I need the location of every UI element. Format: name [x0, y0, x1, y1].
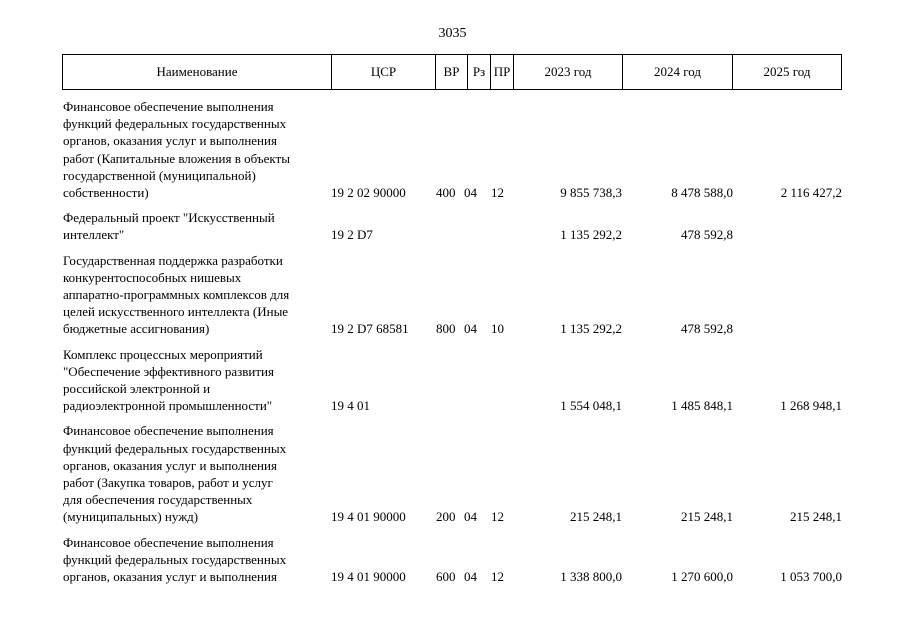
row-vr: 400 [436, 185, 456, 201]
column-header-2024: 2024 год [623, 55, 733, 89]
table-row [0, 98, 905, 201]
row-pr: 12 [491, 569, 504, 585]
row-value-2025: 215 248,1 [790, 509, 842, 525]
row-name: Комплекс процессных мероприятий "Обеспечение эффективного развития российской электронной и радиоэлектронной промышленности" [63, 346, 274, 414]
row-value-2023: 1 135 292,2 [560, 227, 622, 243]
row-value-2025: 1 268 948,1 [780, 398, 842, 414]
column-header-2023: 2023 год [514, 55, 623, 89]
table-row [0, 422, 905, 525]
row-csr: 19 4 01 90000 [331, 569, 406, 585]
row-csr: 19 2 02 90000 [331, 185, 406, 201]
table-row [0, 346, 905, 415]
row-csr: 19 2 D7 [331, 227, 373, 243]
table-header [62, 54, 842, 90]
row-csr: 19 2 D7 68581 [331, 321, 409, 337]
row-rz: 04 [464, 569, 477, 585]
column-header-rz: Рз [468, 55, 491, 89]
row-value-2024: 478 592,8 [681, 321, 733, 337]
row-value-2023: 1 338 800,0 [560, 569, 622, 585]
row-value-2023: 9 855 738,3 [560, 185, 622, 201]
column-header-csr: ЦСР [332, 55, 436, 89]
row-value-2023: 1 135 292,2 [560, 321, 622, 337]
page-number: 3035 [438, 26, 467, 41]
row-value-2025: 2 116 427,2 [780, 185, 842, 201]
row-vr: 800 [436, 321, 456, 337]
column-header-name: Наименование [63, 55, 332, 89]
column-header-2025: 2025 год [763, 64, 811, 79]
row-rz: 04 [464, 321, 477, 337]
row-value-2023: 215 248,1 [570, 509, 622, 525]
row-csr: 19 4 01 90000 [331, 509, 406, 525]
row-name: Федеральный проект "Искусственный интеллект" [63, 210, 275, 243]
row-csr: 19 4 01 [331, 398, 370, 414]
row-pr: 12 [491, 185, 504, 201]
row-value-2024: 1 270 600,0 [671, 569, 733, 585]
row-value-2024: 215 248,1 [681, 509, 733, 525]
row-rz: 04 [464, 185, 477, 201]
row-name: Финансовое обеспечение выполнения функций федеральных государственных органов, оказания услуг и выполнения работ (Капитальные вложения в объекты государственной (муниципальной) собственности) [63, 99, 290, 201]
row-name: Финансовое обеспечение выполнения функций федеральных государственных органов, оказания услуг и выполнения работ (Закупка товаров, работ и услуг для обеспечения государственных (муниципальных) нужд) [63, 423, 287, 525]
column-header-pr: ПР [491, 55, 514, 89]
row-rz: 04 [464, 509, 477, 525]
row-vr: 200 [436, 509, 456, 525]
table-body [0, 98, 905, 593]
row-pr: 12 [491, 509, 504, 525]
row-value-2025: 1 053 700,0 [780, 569, 842, 585]
table-row [0, 209, 905, 243]
row-value-2024: 1 485 848,1 [671, 398, 733, 414]
row-value-2023: 1 554 048,1 [560, 398, 622, 414]
row-value-2024: 478 592,8 [681, 227, 733, 243]
table-row [0, 252, 905, 338]
row-vr: 600 [436, 569, 456, 585]
row-name: Финансовое обеспечение выполнения функций федеральных государственных органов, оказания услуг и выполнения [63, 534, 287, 585]
column-header-vr: ВР [436, 55, 468, 89]
row-value-2024: 8 478 588,0 [671, 185, 733, 201]
row-name: Государственная поддержка разработки конкурентоспособных нишевых аппаратно-программных комплексов для целей искусственного интеллекта (Иные бюджетные ассигнования) [63, 252, 290, 337]
row-pr: 10 [491, 321, 504, 337]
table-row [0, 534, 905, 586]
